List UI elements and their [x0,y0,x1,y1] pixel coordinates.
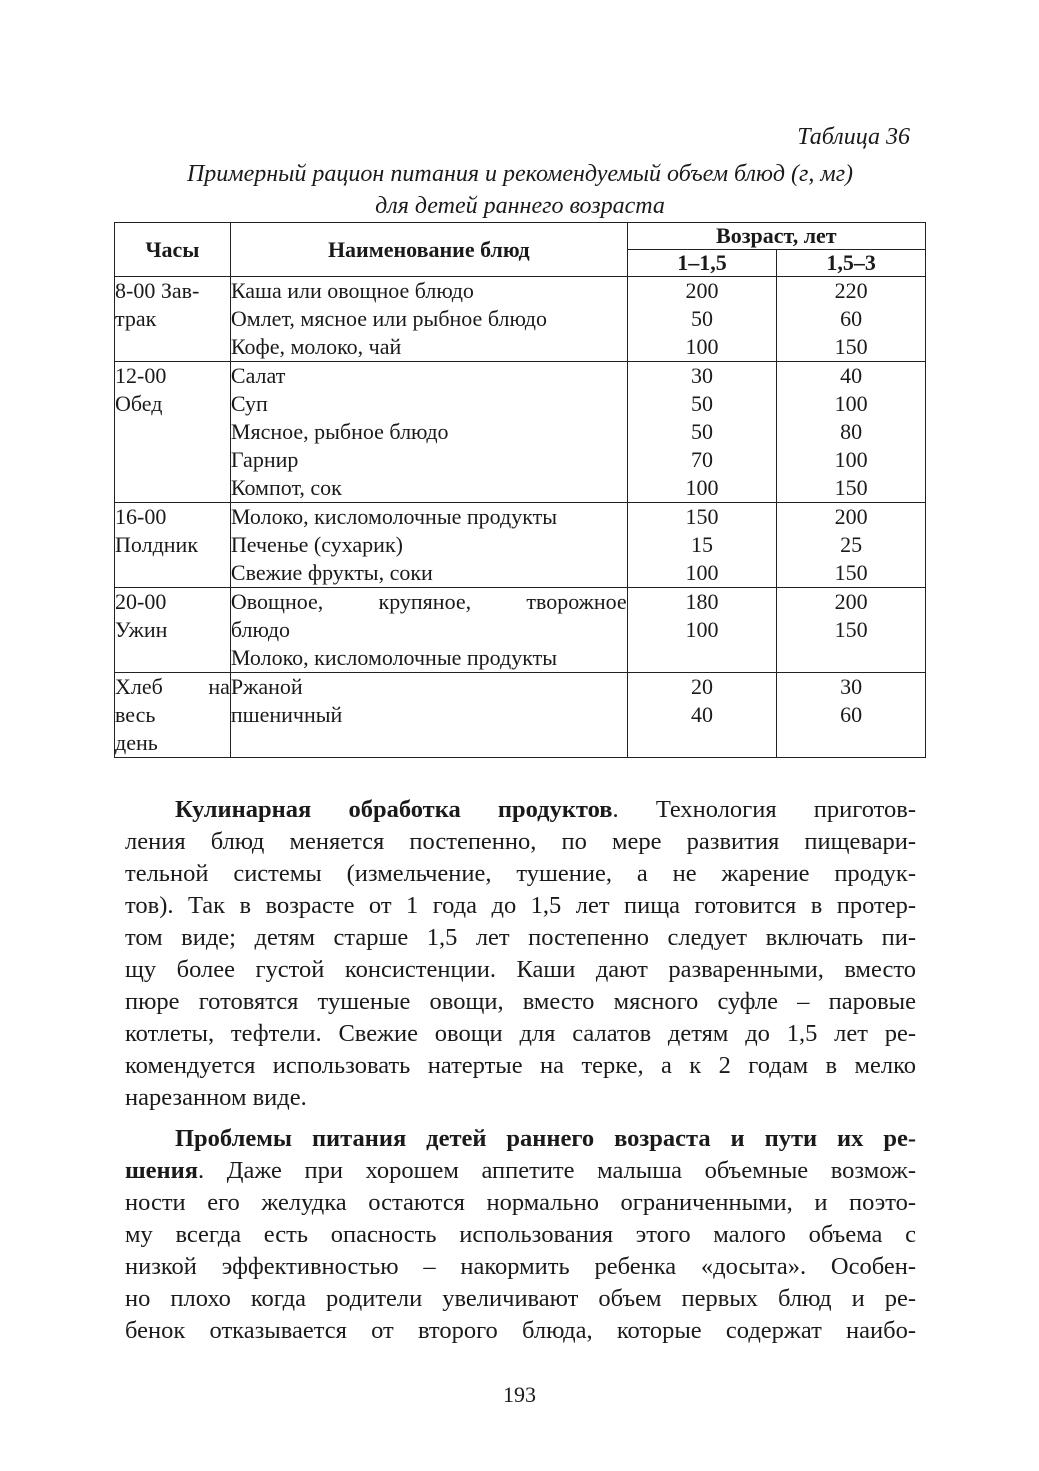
value: 80 [840,419,863,444]
value: 40 [690,702,713,727]
dish-line: пшеничный [230,702,343,727]
paragraph-line: тельной системы (измельчение, тушение, а не жарение продук- [125,860,916,887]
value-cell-age1 [627,588,777,673]
paragraph-line: му всегда есть опасность использования этого малого объема с [125,1221,916,1248]
dish-word: крупяное, [378,589,472,614]
dish-line: Гарнир [230,447,299,472]
value-cell-age2 [777,673,926,758]
time-line: 20-00 [115,589,167,614]
value: 180 [685,589,719,614]
dish-line: Ржаной [230,674,303,699]
value-cell-age2 [777,588,926,673]
paragraph-line [125,794,916,826]
paragraph-line: но плохо когда родители увеличивают объем первых блюд и ре- [125,1285,916,1312]
dish-cell [230,588,627,673]
value-cell-age2 [777,503,926,588]
dish-line: блюдо [230,617,291,642]
paragraph-heading: Проблемы питания детей раннего возраста и пути их ре- [175,1125,916,1152]
paragraph-line: ления блюд меняется постепенно, по мере развития пищевари- [125,828,916,855]
paragraph-text: . Даже при хорошем аппетите малыша объемные возмож- [198,1157,916,1184]
header-age-1.5-3: 1,5–3 [777,250,926,277]
dish-line: Мясное, рыбное блюдо [230,419,449,444]
dish-line: Кофе, молоко, чай [230,334,402,359]
dish-line: Свежие фрукты, соки [230,560,433,585]
paragraph-line: бенок отказывается от второго блюда, которые содержат наибо- [125,1317,916,1344]
time-line: Полдник [115,532,199,557]
paragraph-line: том виде; детям старше 1,5 лет постепенно следует включать пи- [125,924,916,951]
dish-cell [230,362,627,503]
dish-line: Молоко, кисломолочные продукты [230,645,558,670]
dish-line: Салат [230,363,286,388]
value: 200 [685,278,719,303]
paragraph-line: нарезанном виде. [125,1084,307,1111]
value-cell-age1 [627,362,777,503]
value: 15 [690,532,713,557]
paragraph-line: щу более густой консистенции. Каши дают разваренными, вместо [125,956,916,983]
table-caption-line-2: для детей раннего возраста [375,193,665,219]
time-cell [115,673,231,758]
value: 70 [690,447,713,472]
paragraph-heading: Кулинарная обработка продуктов [175,796,613,823]
value: 100 [834,447,868,472]
table-row-breakfast [115,277,926,362]
dish-line [231,588,627,616]
time-word: Хлеб [115,674,163,699]
value: 25 [840,532,863,557]
time-line: 8-00 Зав- [115,278,200,303]
time-cell [115,362,231,503]
dish-word: Овощное, [230,589,324,614]
dish-line: Каша или овощное блюдо [230,278,474,303]
dish-line: Молоко, кисломолочные продукты [230,504,558,529]
value: 60 [840,306,863,331]
time-line: Обед [115,391,163,416]
page-number: 193 [503,1382,536,1407]
value: 100 [685,617,719,642]
paragraph-line: комендуется использовать натертые на терке, а к 2 годам в мелко [125,1052,916,1079]
ration-table [114,222,926,758]
value-cell-age2 [777,277,926,362]
time-line: 12-00 [115,363,167,388]
time-line: трак [115,306,157,331]
paragraph-nutrition-problems [125,1123,916,1347]
value: 30 [840,674,863,699]
value: 20 [690,674,713,699]
paragraph-line [125,1123,916,1155]
table-row-lunch [115,362,926,503]
value: 30 [690,363,713,388]
value: 150 [834,617,868,642]
table-caption-line-1: Примерный рацион питания и рекомендуемый объем блюд (г, мг) [186,161,854,187]
value: 100 [685,560,719,585]
value: 150 [685,504,719,529]
time-line: Ужин [115,617,168,642]
paragraph-line: тов). Так в возрасте от 1 года до 1,5 лет пища готовится в протер- [125,892,916,919]
table-number: Таблица 36 [797,124,910,150]
table-row-bread [115,673,926,758]
value: 100 [685,475,719,500]
table-row-dinner [115,588,926,673]
value: 50 [690,419,713,444]
time-line: день [115,730,158,755]
value-cell-age2 [777,362,926,503]
value: 100 [685,334,719,359]
paragraph-line: ности его желудка остаются нормально ограниченными, и поэто- [125,1189,916,1216]
header-time: Часы [115,223,231,277]
dish-cell [230,503,627,588]
paragraph-text: . Технология приготов- [612,796,916,823]
value: 200 [834,589,868,614]
value-cell-age1 [627,503,777,588]
value: 60 [840,702,863,727]
value: 200 [834,504,868,529]
dish-line: Суп [230,391,268,416]
paragraph-line: пюре готовятся тушеные овощи, вместо мясного суфле – паровые [125,988,916,1015]
paragraph-line: котлеты, тефтели. Свежие овощи для салатов детям до 1,5 лет ре- [125,1020,916,1047]
dish-line: Компот, сок [230,475,342,500]
dish-word: творожное [526,589,627,614]
value-cell-age1 [627,673,777,758]
time-line [115,673,230,701]
value-cell-age1 [627,277,777,362]
paragraph-culinary-processing [125,794,916,1114]
header-dish: Наименование блюд [230,223,627,277]
time-cell [115,277,231,362]
dish-line: Печенье (сухарик) [230,532,403,557]
value: 150 [834,334,868,359]
paragraph-line: низкой эффективностью – накормить ребенка «досыта». Особен- [125,1253,916,1280]
paragraph-heading: шения [125,1157,199,1184]
dish-cell [230,277,627,362]
value: 150 [834,560,868,585]
paragraph-line [125,1155,916,1187]
time-word: на [208,674,230,699]
value: 220 [834,278,868,303]
time-cell [115,503,231,588]
dish-line: Омлет, мясное или рыбное блюдо [230,306,547,331]
time-line: весь [115,702,156,727]
value: 50 [690,391,713,416]
value: 40 [840,363,863,388]
header-age-1-1.5: 1–1,5 [627,250,777,277]
value: 150 [834,475,868,500]
dish-cell [230,673,627,758]
table-row-snack [115,503,926,588]
value: 100 [834,391,868,416]
value: 50 [690,306,713,331]
time-line: 16-00 [115,504,167,529]
header-age: Возраст, лет [627,223,925,250]
time-cell [115,588,231,673]
